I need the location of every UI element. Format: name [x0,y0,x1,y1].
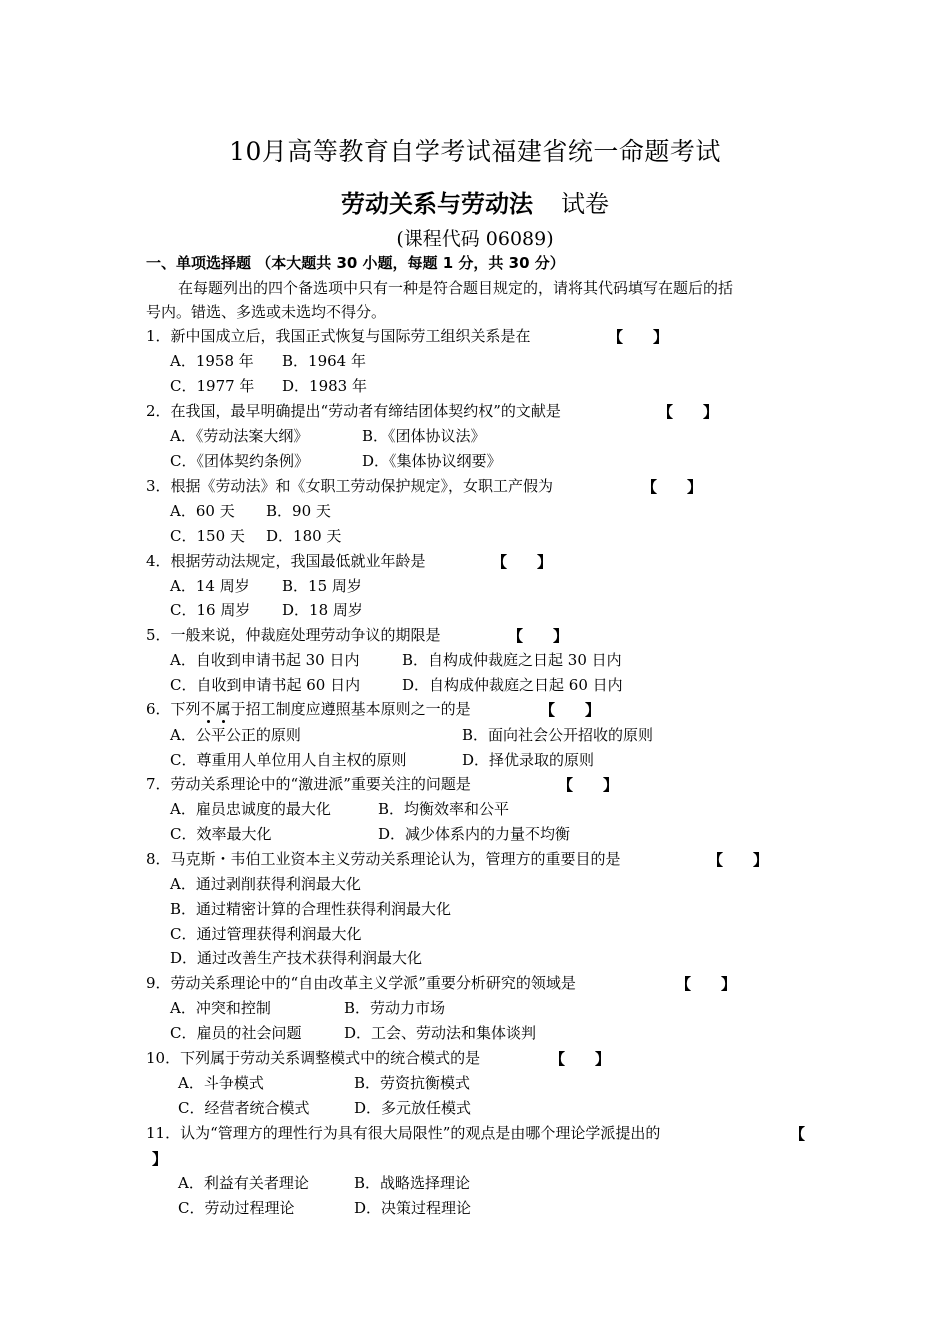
option-b: B．1964 年 [282,352,366,370]
question-stem: 1．新中国成立后，我国正式恢复与国际劳工组织关系是在 [146,327,531,345]
option-d: D．决策过程理论 [354,1199,472,1217]
question-stem: 4．根据劳动法规定，我国最低就业年龄是 [146,552,426,570]
emphasis-char: 属 [216,700,231,718]
option-c: C．自收到申请书起 60 日内 [170,676,361,694]
stem-text: 于招工制度应遵照基本原则之一的是 [230,700,471,718]
option-d: D．减少体系内的力量不均衡 [378,825,571,843]
option-d: D．多元放任模式 [354,1099,472,1117]
question-stem: 5．一般来说，仲裁庭处理劳动争议的期限是 [146,626,441,644]
answer-bracket[interactable]: 【 】 [608,328,669,346]
answer-bracket[interactable]: 【 】 [492,553,553,571]
option-a: A．1958 年 [170,352,254,370]
option-a: A．《劳动法案大纲》 [170,427,309,445]
option-c: C．经营者统合模式 [178,1099,310,1117]
answer-bracket[interactable]: 【 】 [708,851,769,869]
option-b: B．《团体协议法》 [362,427,486,445]
question-stem: 10．下列属于劳动关系调整模式中的统合模式的是 [146,1049,481,1067]
answer-bracket-close[interactable]: 】 [152,1150,168,1168]
option-b: B．15 周岁 [282,577,362,595]
stem-text: 6．下列 [146,700,201,718]
answer-bracket[interactable]: 【 】 [658,403,719,421]
option-d: D．通过改善生产技术获得利润最大化 [170,949,423,967]
option-a: A．通过剥削获得利润最大化 [170,875,361,893]
option-d: D．工会、劳动法和集体谈判 [344,1024,537,1042]
option-c: C．尊重用人单位用人自主权的原则 [170,751,407,769]
option-c: C．效率最大化 [170,825,272,843]
option-c: C．劳动过程理论 [178,1199,295,1217]
option-b: B．自构成仲裁庭之日起 30 日内 [402,651,622,669]
question-stem: 9．劳动关系理论中的“自由改革主义学派”重要分析研究的领域是 [146,974,576,992]
option-a: A．利益有关者理论 [178,1174,309,1192]
option-c: C．《团体契约条例》 [170,452,309,470]
option-a: A．冲突和控制 [170,999,271,1017]
answer-bracket[interactable]: 【 】 [540,701,601,719]
option-d: D．择优录取的原则 [462,751,595,769]
option-b: B．战略选择理论 [354,1174,471,1192]
answer-bracket[interactable]: 【 】 [550,1050,611,1068]
emphasis-char: 不 [201,700,216,718]
option-b: B．均衡效率和公平 [378,800,510,818]
option-b: B．90 天 [266,502,331,520]
question-stem: 11．认为“管理方的理性行为具有很大局限性”的观点是由哪个理论学派提出的 [146,1124,661,1142]
option-b: B．面向社会公开招收的原则 [462,726,654,744]
option-d: D．180 天 [266,527,342,545]
option-d: D．自构成仲裁庭之日起 60 日内 [402,676,623,694]
question-stem: 7．劳动关系理论中的“激进派”重要关注的问题是 [146,775,471,793]
instruction-line-2: 号内。错选、多选或未选均不得分。 [146,303,387,321]
option-d: D．1983 年 [282,377,367,395]
option-d: D．《集体协议纲要》 [362,452,502,470]
answer-bracket-open[interactable]: 【 [790,1125,806,1143]
subject-title [0,184,950,219]
question-stem: 2．在我国，最早明确提出“劳动者有缔结团体契约权”的文献是 [146,402,561,420]
answer-bracket[interactable]: 【 】 [642,478,703,496]
course-code: (课程代码 06089) [396,228,554,250]
option-a: A．斗争模式 [178,1074,264,1092]
option-a: A．雇员忠诚度的最大化 [170,800,331,818]
option-a: A．自收到申请书起 30 日内 [170,651,360,669]
answer-bracket[interactable]: 【 】 [558,776,619,794]
instruction-line-1: 在每题列出的四个备选项中只有一种是符合题目规定的，请将其代码填写在题后的括 [178,279,734,297]
option-c: C．150 天 [170,527,245,545]
subject-name: 劳动关系与劳动法 [341,190,533,218]
option-b: B．劳资抗衡模式 [354,1074,471,1092]
option-d: D．18 周岁 [282,601,363,619]
section-heading: 一、单项选择题 （本大题共 30 小题，每题 1 分，共 30 分） [146,254,565,272]
question-stem: 3．根据《劳动法》和《女职工劳动保护规定》，女职工产假为 [146,477,554,495]
option-c: C．1977 年 [170,377,255,395]
option-c: C．通过管理获得利润最大化 [170,925,362,943]
option-a: A．14 周岁 [170,577,250,595]
option-a: A．60 天 [170,502,235,520]
answer-bracket[interactable]: 【 】 [676,975,737,993]
paper-label: 试卷 [561,190,609,218]
option-c: C．16 周岁 [170,601,251,619]
question-stem: 8．马克斯・韦伯工业资本主义劳动关系理论认为，管理方的重要目的是 [146,850,621,868]
option-c: C．雇员的社会问题 [170,1024,302,1042]
option-b: B．劳动力市场 [344,999,446,1017]
exam-title: 10月高等教育自学考试福建省统一命题考试 [229,137,721,166]
option-b: B．通过精密计算的合理性获得利润最大化 [170,900,452,918]
option-a: A．公平公正的原则 [170,726,301,744]
answer-bracket[interactable]: 【 】 [508,627,569,645]
question-stem [146,699,471,719]
